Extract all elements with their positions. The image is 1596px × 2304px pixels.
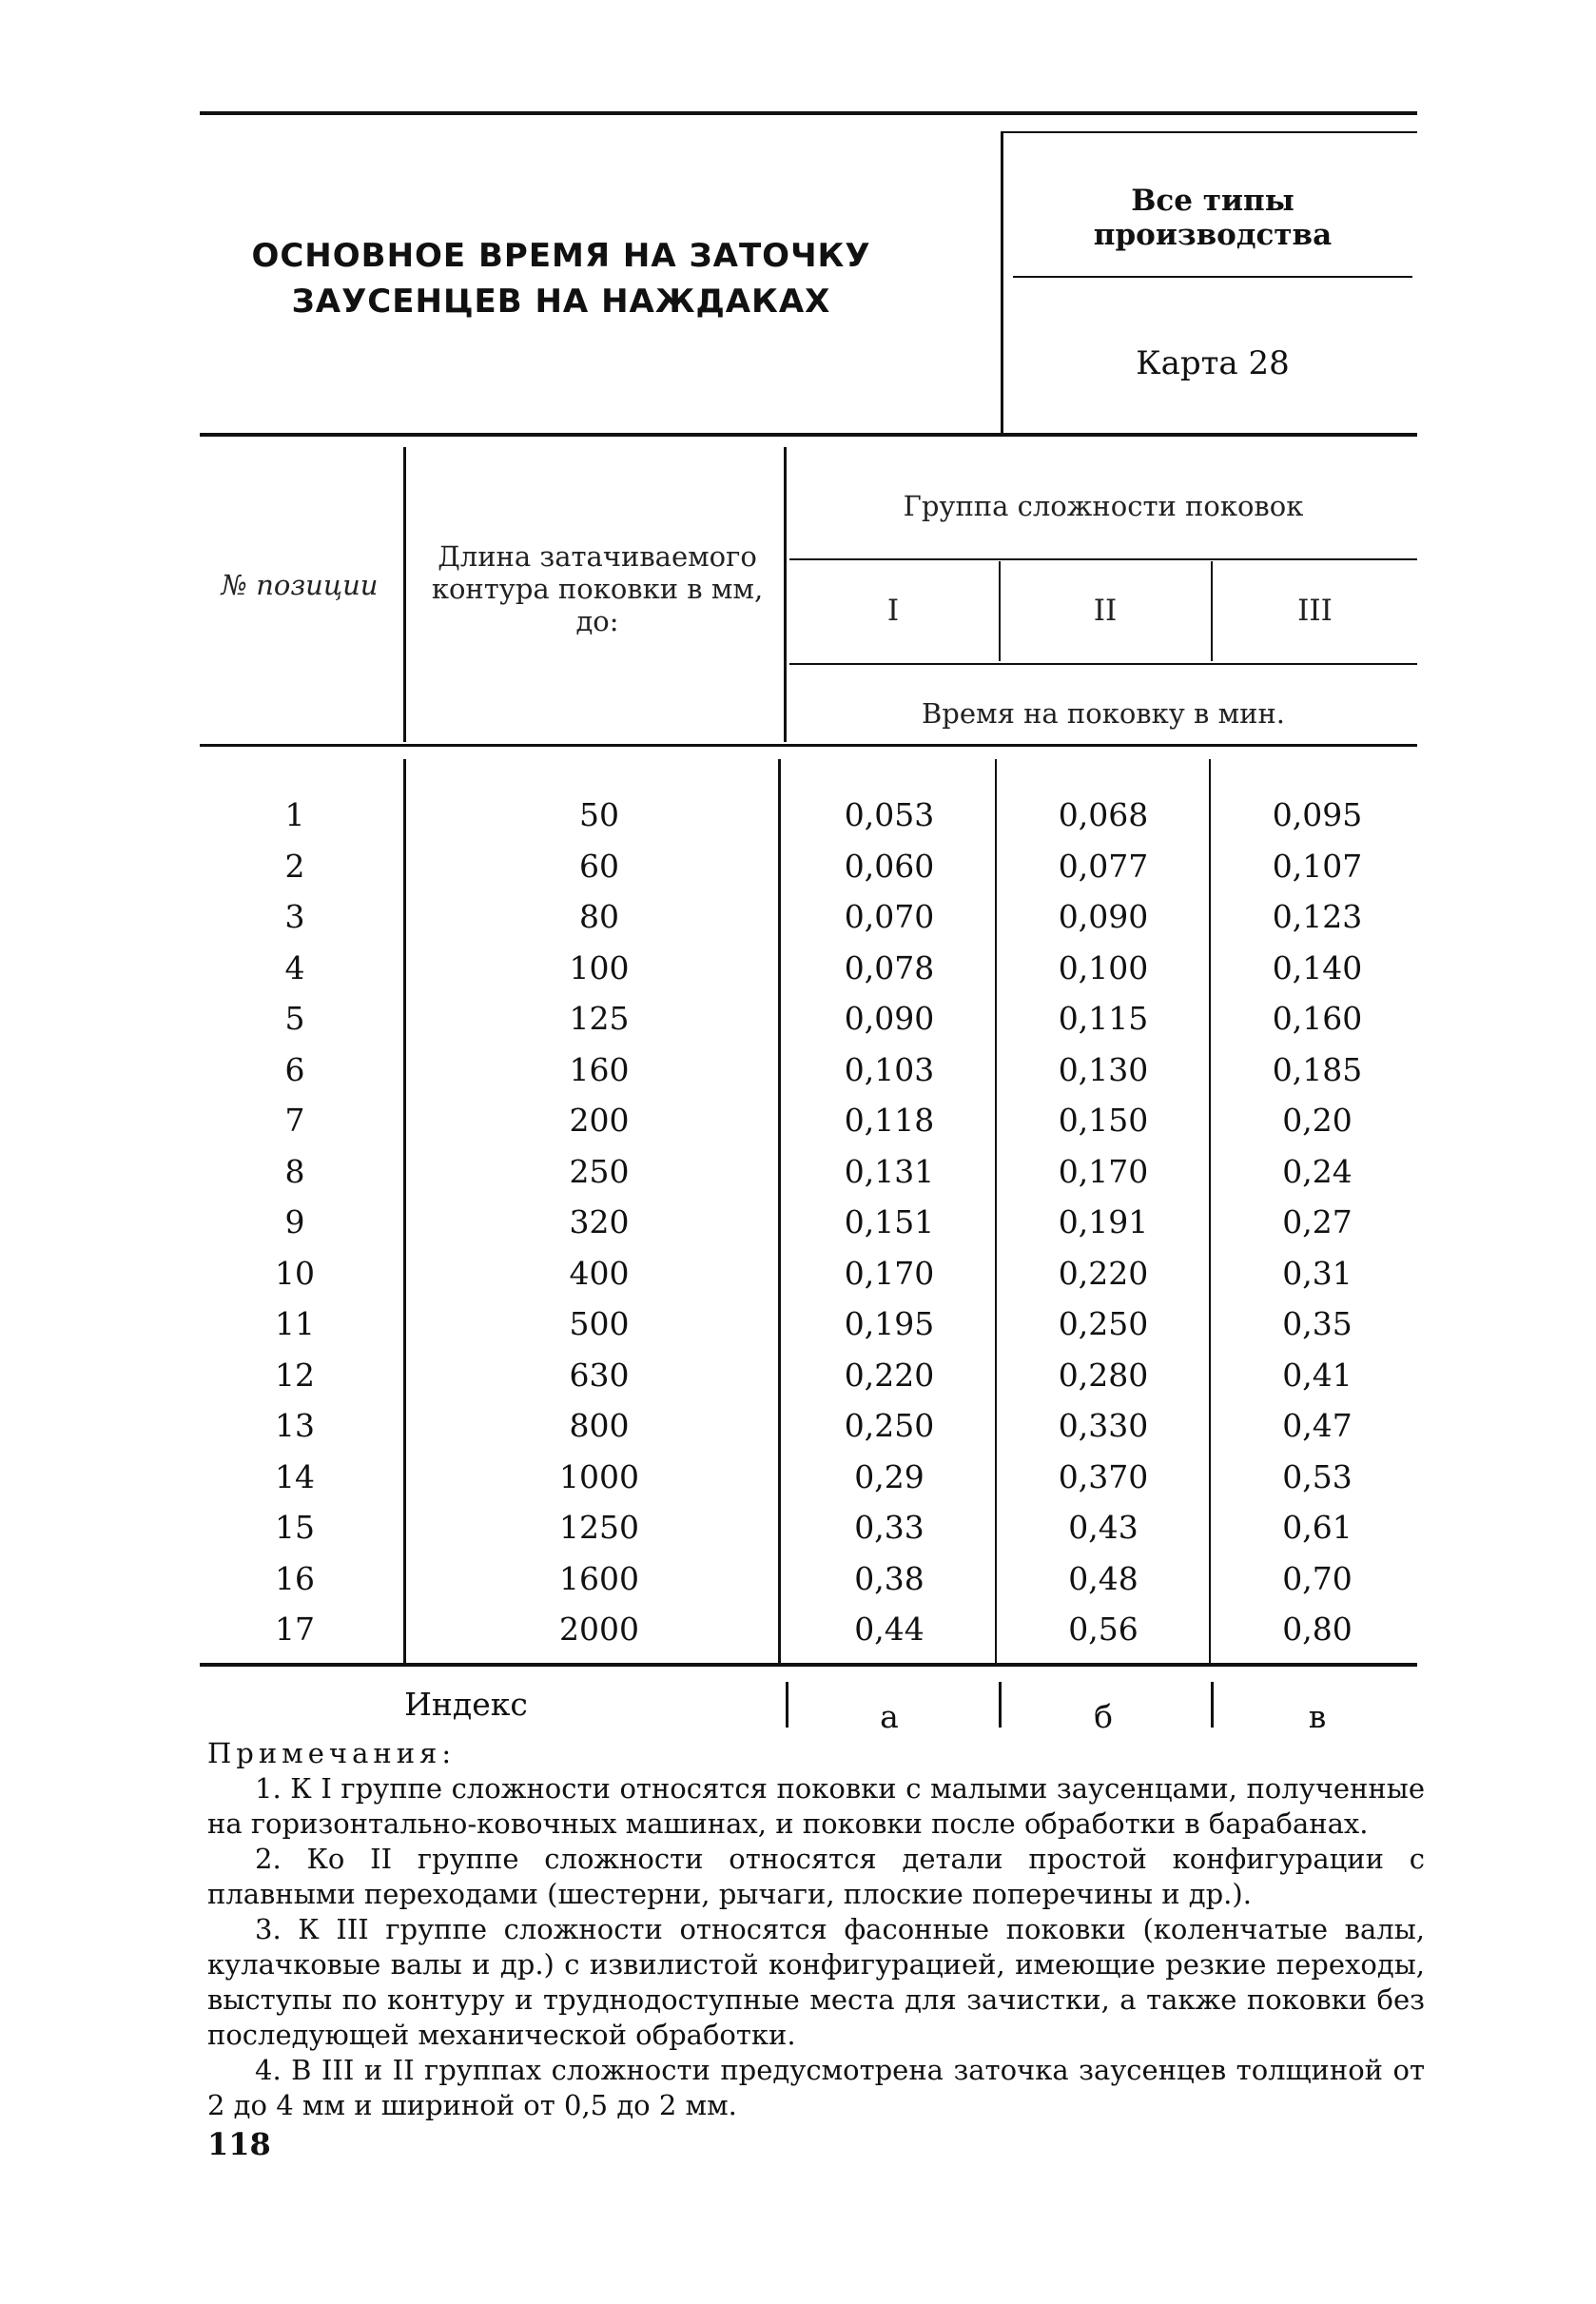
table-cell: 0,060	[844, 847, 935, 885]
table-cell: 0,150	[1058, 1102, 1149, 1139]
index-divider-3	[1211, 1682, 1214, 1728]
table-cell: 0,090	[844, 1000, 935, 1037]
table-cell: 60	[579, 847, 619, 885]
group-1-column	[799, 790, 980, 1655]
table-cell: 0,140	[1272, 948, 1363, 986]
top-rule-secondary	[1003, 131, 1417, 133]
table-cell: 0,160	[1272, 1000, 1363, 1037]
body-divider-2	[778, 759, 781, 1663]
table-cell: 1	[284, 796, 305, 833]
index-value-2: б	[1094, 1698, 1113, 1735]
table-cell: 4	[284, 948, 305, 986]
header-divider-1	[403, 447, 406, 742]
body-divider-1	[403, 759, 406, 1663]
table-cell: 630	[569, 1356, 630, 1394]
table-cell: 3	[284, 898, 305, 935]
table-cell: 0,53	[1282, 1457, 1353, 1495]
card-number: Карта 28	[1136, 344, 1290, 382]
table-cell: 0,191	[1058, 1203, 1149, 1240]
table-cell: 0,170	[1058, 1152, 1149, 1190]
note-item: 3. К III группе сложности относятся фасонные поковки (коленчатые валы, кулачковые валы и др.) с извилистой конфигурацией, имеющие резкие переходы, выступы по контуру и труднодоступные места для зачистки, а также поковки без последующей механической обработки.	[207, 1913, 1425, 2051]
table-cell: 80	[579, 898, 619, 935]
table-cell: 800	[569, 1407, 630, 1444]
group-2-column	[1013, 790, 1194, 1655]
table-cell: 0,115	[1058, 1000, 1149, 1037]
length-column	[495, 790, 704, 1655]
group-label-2: II	[1093, 594, 1118, 628]
table-cell: 50	[579, 796, 619, 833]
table-cell: 0,27	[1282, 1203, 1353, 1240]
body-divider-4	[1209, 759, 1211, 1663]
table-cell: 0,107	[1272, 847, 1363, 885]
table-cell: 9	[284, 1203, 305, 1240]
production-type: Все типы производства	[1093, 184, 1333, 252]
table-cell: 400	[569, 1254, 630, 1292]
table-cell: 0,090	[1058, 898, 1149, 935]
notes-section	[207, 1736, 1425, 2123]
table-cell: 0,38	[854, 1559, 925, 1597]
table-cell: 0,56	[1068, 1611, 1139, 1648]
index-divider-1	[786, 1682, 788, 1728]
table-cell: 0,35	[1282, 1305, 1353, 1342]
table-cell: 0,185	[1272, 1050, 1363, 1088]
table-cell: 0,118	[844, 1102, 935, 1139]
table-cell: 0,103	[844, 1050, 935, 1088]
title-bottom-rule	[200, 433, 1417, 437]
table-cell: 15	[275, 1509, 315, 1546]
table-cell: 0,077	[1058, 847, 1149, 885]
table-cell: 125	[569, 1000, 630, 1037]
note-item: 1. К I группе сложности относятся поковки с малыми заусенцами, полученные на горизонтально-ковочных машинах, и поковки после обработки в барабанах.	[207, 1772, 1425, 1840]
length-column-header: Длина затачиваемого контура поковки в мм, до:	[431, 540, 764, 637]
table-cell: 320	[569, 1203, 630, 1240]
table-cell: 6	[284, 1050, 305, 1088]
group-header: Группа сложности поковок	[903, 490, 1304, 522]
index-divider-2	[999, 1682, 1002, 1728]
table-cell: 0,250	[844, 1407, 935, 1444]
position-column	[219, 790, 371, 1655]
table-cell: 2	[284, 847, 305, 885]
table-cell: 12	[275, 1356, 315, 1394]
table-cell: 1600	[559, 1559, 639, 1597]
table-cell: 0,078	[844, 948, 935, 986]
table-cell: 0,20	[1282, 1102, 1353, 1139]
table-cell: 0,47	[1282, 1407, 1353, 1444]
table-cell: 0,80	[1282, 1611, 1353, 1648]
table-cell: 0,31	[1282, 1254, 1353, 1292]
table-cell: 0,250	[1058, 1305, 1149, 1342]
table-cell: 16	[275, 1559, 315, 1597]
group-header-underline	[789, 558, 1417, 560]
table-cell: 0,33	[854, 1509, 925, 1546]
table-cell: 250	[569, 1152, 630, 1190]
page-number: 118	[207, 2126, 271, 2162]
table-cell: 0,131	[844, 1152, 935, 1190]
table-cell: 0,370	[1058, 1457, 1149, 1495]
note-item: 4. В III и II группах сложности предусмотрена заточка заусенцев толщиной от 2 до 4 мм и шириной от 0,5 до 2 мм.	[207, 2054, 1425, 2121]
table-cell: 0,220	[1058, 1254, 1149, 1292]
table-cell: 0,151	[844, 1203, 935, 1240]
position-column-header: № позиции	[221, 569, 379, 601]
table-cell: 0,24	[1282, 1152, 1353, 1190]
table-cell: 0,330	[1058, 1407, 1149, 1444]
table-cell: 0,70	[1282, 1559, 1353, 1597]
index-value-1: а	[880, 1698, 899, 1735]
table-cell: 0,100	[1058, 948, 1149, 986]
table-cell: 0,44	[854, 1611, 925, 1648]
group-label-1: I	[886, 594, 900, 628]
body-bottom-rule	[200, 1663, 1417, 1667]
group-3-column	[1227, 790, 1408, 1655]
table-cell: 0,29	[854, 1457, 925, 1495]
title-divider	[1001, 131, 1003, 436]
page-title: ОСНОВНОЕ ВРЕМЯ НА ЗАТОЧКУ ЗАУСЕНЦЕВ НА НАЖДАКАХ	[251, 237, 871, 321]
table-cell: 0,095	[1272, 796, 1363, 833]
group-label-3: III	[1297, 594, 1333, 628]
table-cell: 100	[569, 948, 630, 986]
table-cell: 0,220	[844, 1356, 935, 1394]
table-cell: 0,61	[1282, 1509, 1353, 1546]
index-label: Индекс	[404, 1686, 528, 1723]
note-item: 2. Ко II группе сложности относятся детали простой конфигурации с плавными переходами (шестерни, рычаги, плоские поперечины и др.).	[207, 1843, 1425, 1910]
table-cell: 1000	[559, 1457, 639, 1495]
table-cell: 0,068	[1058, 796, 1149, 833]
table-cell: 160	[569, 1050, 630, 1088]
header-divider-2	[784, 447, 787, 742]
notes-heading: Примечания:	[207, 1737, 457, 1769]
table-cell: 0,280	[1058, 1356, 1149, 1394]
table-cell: 1250	[559, 1509, 639, 1546]
table-cell: 200	[569, 1102, 630, 1139]
top-rule	[200, 111, 1417, 115]
table-cell: 14	[275, 1457, 315, 1495]
table-cell: 0,43	[1068, 1509, 1139, 1546]
table-cell: 5	[284, 1000, 305, 1037]
table-cell: 0,41	[1282, 1356, 1353, 1394]
time-header: Время на поковку в мин.	[921, 697, 1286, 730]
table-cell: 11	[275, 1305, 315, 1342]
table-cell: 0,123	[1272, 898, 1363, 935]
table-cell: 10	[275, 1254, 315, 1292]
table-cell: 13	[275, 1407, 315, 1444]
table-cell: 7	[284, 1102, 305, 1139]
table-cell: 0,053	[844, 796, 935, 833]
table-cell: 2000	[559, 1611, 639, 1648]
body-divider-3	[995, 759, 997, 1663]
header-bottom-rule	[200, 744, 1417, 747]
table-cell: 0,070	[844, 898, 935, 935]
table-cell: 0,170	[844, 1254, 935, 1292]
index-value-3: в	[1308, 1698, 1327, 1735]
table-cell: 8	[284, 1152, 305, 1190]
table-cell: 500	[569, 1305, 630, 1342]
table-cell: 0,48	[1068, 1559, 1139, 1597]
groups-underline	[789, 663, 1417, 665]
table-cell: 0,195	[844, 1305, 935, 1342]
production-underline	[1013, 276, 1412, 278]
table-cell: 0,130	[1058, 1050, 1149, 1088]
table-cell: 17	[275, 1611, 315, 1648]
